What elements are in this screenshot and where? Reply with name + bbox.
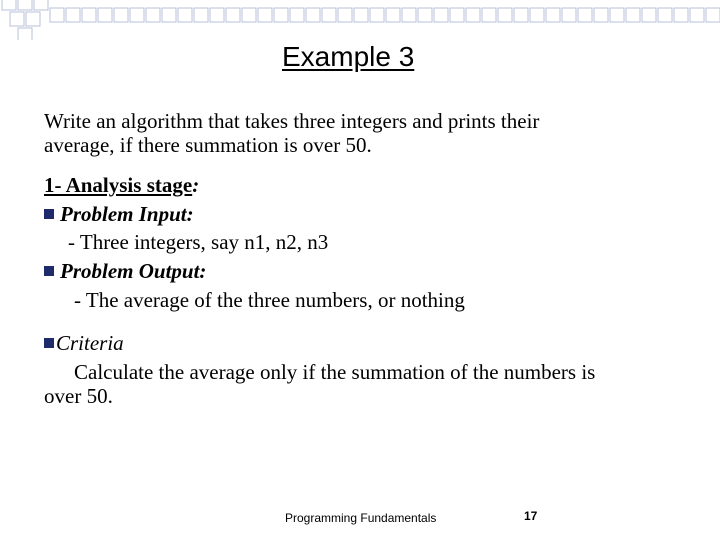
criteria-bullet-row xyxy=(44,331,124,355)
slide-title: Example 3 xyxy=(282,41,415,72)
corner-squares-decoration xyxy=(0,0,720,40)
criteria-label: Criteria xyxy=(56,331,124,355)
analysis-heading xyxy=(44,173,199,197)
problem-output-text: - The average of the three numbers, or nothing xyxy=(74,288,465,312)
intro-line-2: average, if there summation is over 50. xyxy=(44,133,372,157)
input-bullet-row xyxy=(44,202,194,226)
analysis-heading-colon: : xyxy=(192,173,200,197)
page-number: 17 xyxy=(524,509,538,523)
output-bullet-row xyxy=(44,259,206,283)
criteria-line-1: Calculate the average only if the summation of the numbers is xyxy=(74,360,596,384)
problem-input-text: - Three integers, say n1, n2, n3 xyxy=(68,230,329,254)
criteria-line-2: over 50. xyxy=(44,384,113,408)
intro-line-1: Write an algorithm that takes three integers and prints their xyxy=(44,109,540,133)
square-bullet-icon xyxy=(44,209,54,219)
square-bullet-icon xyxy=(44,266,54,276)
problem-input-label: Problem Input: xyxy=(60,202,194,226)
analysis-heading-text: 1- Analysis stage xyxy=(44,173,193,197)
problem-output-label: Problem Output: xyxy=(60,259,207,283)
square-bullet-icon xyxy=(44,338,54,348)
footer-text: Programming Fundamentals xyxy=(285,511,437,525)
